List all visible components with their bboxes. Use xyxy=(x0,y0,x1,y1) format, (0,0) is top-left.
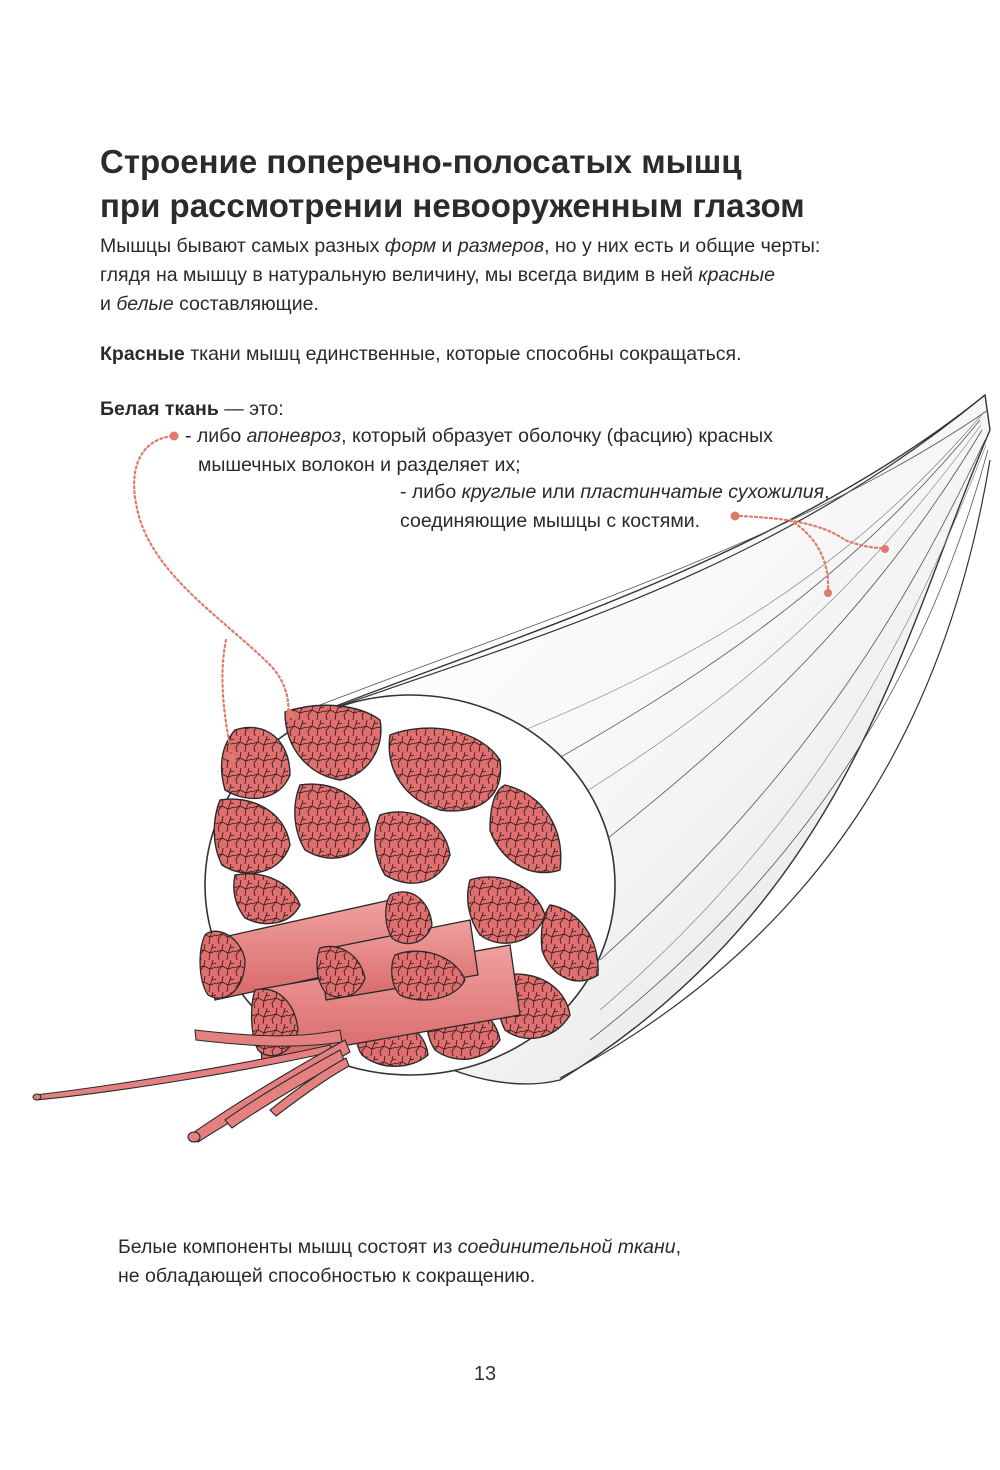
white-tissue-term: Белая ткань xyxy=(100,398,219,420)
red-tissue-text: ткани мышц единственные, которые способны сокращаться. xyxy=(184,343,742,365)
list-item-text: , xyxy=(824,481,830,503)
intro-term-forms: форм xyxy=(384,235,437,257)
intro-term-sizes: размеров xyxy=(457,235,545,257)
list-item-text: - либо xyxy=(185,425,247,447)
intro-text: и xyxy=(100,293,117,315)
red-tissue-term: Красные xyxy=(100,343,185,365)
white-tissue-text: — это: xyxy=(218,398,284,420)
bottom-note-text: Белые компоненты мышц состоят из xyxy=(118,1236,458,1258)
title-line-2: при рассмотрении невооруженным глазом xyxy=(100,187,805,224)
term-lamellar-tendons: пластинчатые сухожилия xyxy=(580,481,825,503)
list-item-text: , который образует оболочку (фасцию) красных xyxy=(341,425,773,447)
term-connective-tissue: соединительной ткани xyxy=(457,1236,676,1258)
term-aponeurosis: апоневроз xyxy=(246,425,342,447)
term-round: круглые xyxy=(461,481,537,503)
page-number: 13 xyxy=(473,1363,497,1385)
bottom-note-line-1 xyxy=(118,1233,681,1262)
list-item-line: мышечных волокон и разделяет их; xyxy=(198,454,521,476)
list-item-text: - либо xyxy=(400,481,462,503)
bottom-note xyxy=(118,1233,681,1291)
bottom-note-text: , xyxy=(675,1236,681,1258)
intro-term-red: красные xyxy=(698,264,775,286)
title-line-1: Строение поперечно-полосатых мышц xyxy=(100,143,742,180)
intro-text: составляющие. xyxy=(173,293,319,315)
list-item-text: или xyxy=(536,481,581,503)
bottom-note-line-2: не обладающей способностью к сокращению. xyxy=(118,1265,536,1287)
intro-text: глядя на мышцу в натуральную величину, мы всегда видим в ней xyxy=(100,264,699,286)
intro-text: Мышцы бывают самых разных xyxy=(100,235,385,257)
intro-text: , но у них есть и общие черты: xyxy=(544,235,821,257)
list-item-line: соединяющие мышцы с костями. xyxy=(400,510,701,532)
intro-text: и xyxy=(436,235,458,257)
intro-term-white: белые xyxy=(116,293,174,315)
